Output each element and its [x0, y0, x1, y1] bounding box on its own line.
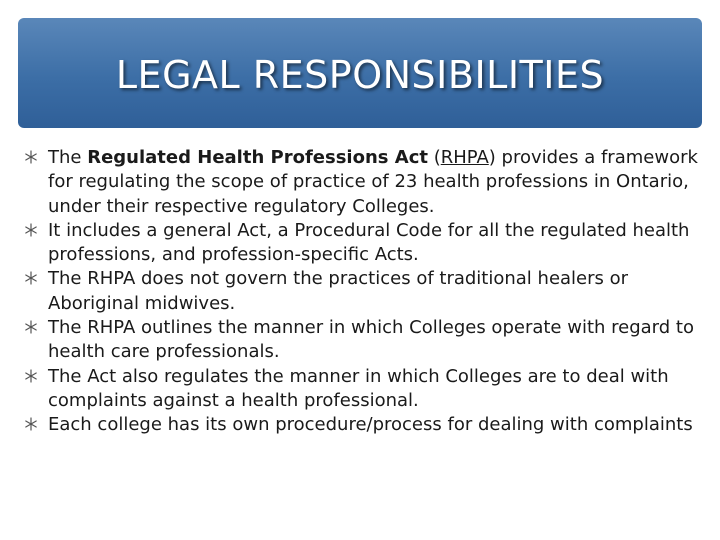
asterisk-bullet-icon: [24, 369, 38, 383]
rhpa-abbreviation: RHPA: [440, 147, 489, 168]
bullet-text: The Act also regulates the manner in which Colleges are to deal with complaints against a health professional.: [48, 365, 669, 411]
bullet-item-colleges: [22, 316, 702, 365]
bullet-list: [22, 146, 702, 438]
bullet-text: The RHPA outlines the manner in which Colleges operate with regard to health care professionals.: [48, 317, 694, 363]
bullet-text: The RHPA does not govern the practices of traditional healers or Aboriginal midwives.: [48, 268, 629, 314]
bullet-text: It includes a general Act, a Procedural Code for all the regulated health professions, and profession-specific Acts.: [48, 219, 690, 266]
bullet-item-complaints-regulation: [22, 365, 702, 414]
bullet-item-exclusions: [22, 267, 702, 316]
bullet-text: The: [48, 147, 88, 168]
act-name: Regulated Health Professions Act: [87, 147, 428, 168]
asterisk-bullet-icon: [24, 417, 38, 431]
asterisk-bullet-icon: [24, 150, 38, 164]
slide-title: LEGAL RESPONSIBILITIES: [115, 53, 605, 97]
bullet-item-rhpa: [22, 146, 702, 219]
bullet-text: (: [427, 147, 441, 168]
asterisk-bullet-icon: [24, 320, 38, 334]
bullet-item-act-structure: [22, 219, 702, 268]
bullet-text: Each college has its own procedure/process for dealing with complaints: [48, 414, 693, 436]
bullet-text: ) provides a framework for regulating the scope of practice of 23 health professions in Ontario, under their respective regulatory Colleges.: [48, 147, 698, 217]
asterisk-bullet-icon: [24, 271, 38, 285]
bullet-item-college-procedures: [22, 413, 702, 437]
asterisk-bullet-icon: [24, 223, 38, 237]
